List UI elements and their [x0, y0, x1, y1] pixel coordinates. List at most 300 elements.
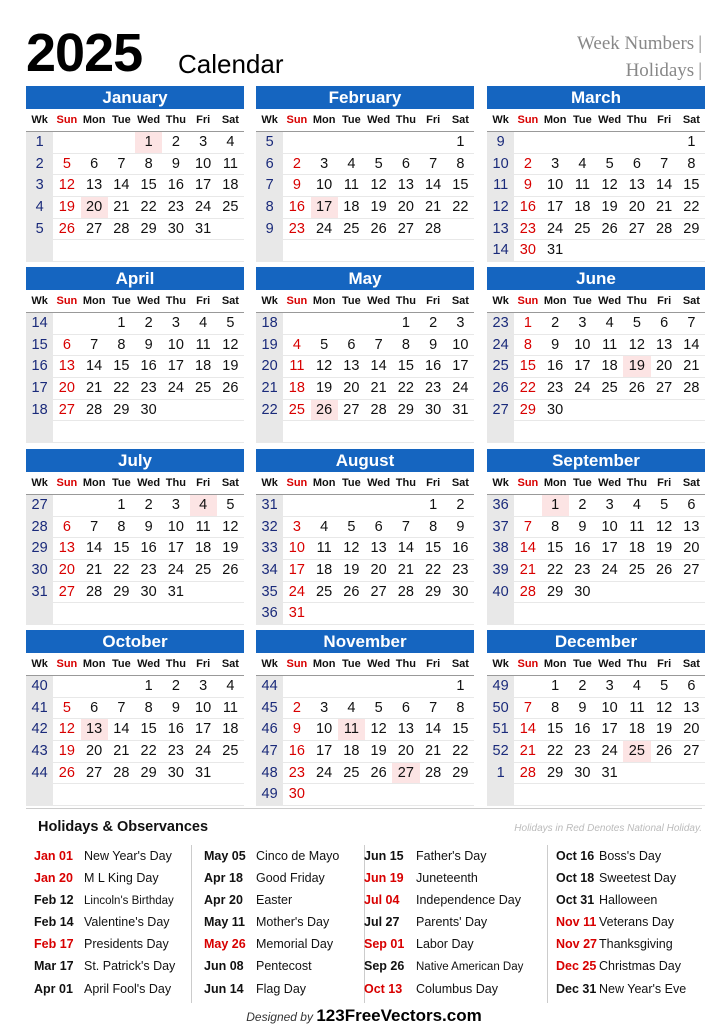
empty-cell: [311, 132, 338, 153]
empty-cell: [365, 676, 392, 697]
holiday-date: Feb 12: [34, 893, 74, 908]
empty-cell: [135, 240, 162, 261]
week-row: [487, 356, 705, 378]
holiday-date: Oct 16: [556, 849, 595, 863]
day-cell: 14: [425, 177, 442, 194]
day-cell: 3: [171, 497, 180, 513]
empty-cell: [678, 400, 705, 421]
weekday-label: Tue: [112, 658, 131, 670]
week-number: 20: [256, 356, 283, 377]
day-cell: 28: [519, 583, 536, 600]
day-cell: 19: [623, 356, 650, 377]
day-cell: 31: [195, 764, 212, 781]
week-row: [256, 313, 474, 335]
wk-label: Wk: [261, 295, 278, 307]
holiday-date: Dec 25: [556, 959, 597, 974]
day-cell: 6: [374, 518, 383, 535]
day-cell: 24: [574, 380, 591, 397]
week-row: [26, 356, 244, 378]
weekday-label: Sat: [451, 477, 469, 489]
week-number: 17: [26, 378, 53, 399]
month-3: [26, 267, 244, 443]
week-number: 42: [26, 719, 53, 740]
week-row: [256, 560, 474, 582]
day-cell: 11: [195, 518, 211, 535]
empty-cell: [311, 495, 338, 516]
empty-cell: [569, 603, 596, 624]
day-cell: 21: [370, 380, 387, 397]
day-cell: 11: [343, 177, 359, 194]
day-cell: 10: [195, 155, 212, 172]
day-cell: 21: [86, 380, 103, 397]
day-cell: 4: [292, 336, 301, 353]
empty-cell: [338, 313, 365, 334]
week-row: [26, 676, 244, 698]
empty-cell: [623, 240, 650, 261]
day-cell: 23: [167, 743, 184, 760]
week-number: 27: [487, 400, 514, 421]
site-link[interactable]: 123FreeVectors.com: [316, 1006, 482, 1025]
holiday-date: May 11: [204, 915, 246, 930]
day-cell: 22: [397, 380, 414, 397]
holiday-name: Halloween: [599, 893, 658, 908]
weekday-label: Tue: [573, 658, 592, 670]
empty-cell: [569, 400, 596, 421]
weekday-header: [487, 109, 705, 132]
day-cell: 8: [551, 699, 560, 716]
day-cell: 18: [288, 380, 305, 397]
weekday-label: Fri: [196, 658, 211, 670]
day-cell: 9: [171, 155, 180, 172]
day-cell: 17: [167, 358, 184, 375]
day-cell: 15: [113, 358, 130, 375]
day-cell: 4: [320, 518, 329, 535]
empty-cell: [217, 240, 244, 261]
day-cell: 23: [519, 220, 536, 237]
empty-cell: [217, 763, 244, 784]
empty-cell: [81, 132, 108, 153]
week-row: [487, 421, 705, 443]
holiday-item: [34, 845, 191, 867]
day-cell: 12: [370, 177, 387, 194]
day-cell: 10: [167, 518, 184, 535]
day-cell: 3: [199, 134, 208, 150]
empty-cell: [392, 784, 419, 805]
weekday-label: Thu: [165, 477, 186, 489]
week-number: 23: [487, 313, 514, 334]
empty-cell: [392, 676, 419, 697]
month-name: December: [487, 630, 705, 653]
week-number: 32: [256, 517, 283, 538]
holiday-item: [204, 911, 364, 933]
day-cell: 9: [144, 518, 153, 535]
day-cell: 27: [683, 743, 700, 760]
holiday-item: [556, 933, 702, 955]
empty-cell: [514, 495, 541, 516]
week-row: [256, 154, 474, 176]
holiday-name: April Fool's Day: [84, 981, 172, 996]
empty-cell: [53, 313, 80, 334]
week-row: [256, 676, 474, 698]
empty-cell: [678, 763, 705, 784]
day-cell: 10: [452, 336, 469, 353]
holidays-link[interactable]: Holidays: [625, 60, 695, 81]
day-cell: 20: [656, 358, 673, 375]
day-cell: 8: [456, 699, 465, 716]
weekday-label: Fri: [196, 477, 211, 489]
week-row: [487, 313, 705, 335]
weekday-header: [487, 290, 705, 313]
empty-cell: [447, 219, 474, 240]
week-number: 36: [487, 495, 514, 516]
holiday-name: Thanksgiving: [599, 937, 673, 952]
week-row: [487, 603, 705, 625]
week-number: 44: [26, 763, 53, 784]
day-cell: 16: [140, 540, 157, 557]
week-row: [26, 132, 244, 154]
week-row: [256, 784, 474, 806]
week-number: 38: [487, 538, 514, 559]
day-cell: 9: [523, 177, 532, 194]
empty-cell: [338, 676, 365, 697]
day-cell: 21: [113, 743, 130, 760]
week-number: 44: [256, 676, 283, 697]
wk-label: Wk: [31, 295, 48, 307]
month-name: September: [487, 449, 705, 472]
day-cell: 3: [605, 678, 614, 694]
empty-cell: [623, 603, 650, 624]
day-cell: 9: [456, 518, 465, 535]
day-cell: 17: [601, 540, 618, 557]
day-cell: 31: [601, 764, 618, 781]
holiday-date: Mar 17: [34, 959, 74, 974]
day-cell: 20: [628, 199, 645, 216]
day-cell: 15: [683, 177, 700, 194]
weekday-label: Sat: [682, 295, 700, 307]
week-number: 46: [256, 719, 283, 740]
empty-cell: [569, 784, 596, 805]
day-cell: 22: [140, 743, 157, 760]
empty-cell: [190, 582, 217, 603]
empty-cell: [81, 784, 108, 805]
day-cell: 12: [628, 336, 645, 353]
day-cell: 23: [574, 562, 591, 579]
empty-cell: [135, 421, 162, 442]
weekday-label: Tue: [342, 658, 361, 670]
day-cell: 16: [140, 358, 157, 375]
holiday-item: [34, 889, 191, 911]
day-cell: 6: [632, 155, 641, 172]
day-cell: 2: [578, 497, 587, 513]
separator: |: [698, 60, 702, 81]
week-row: [26, 741, 244, 763]
day-cell: 7: [117, 699, 126, 716]
empty-cell: [338, 495, 365, 516]
day-cell: 28: [86, 583, 103, 600]
holiday-date: Feb 14: [34, 915, 74, 930]
day-cell: 11: [289, 358, 305, 375]
weekday-label: Thu: [626, 658, 647, 670]
week-row: [487, 560, 705, 582]
empty-cell: [81, 603, 108, 624]
week-row: [256, 378, 474, 400]
holidays-section: [26, 808, 702, 1004]
day-cell: 23: [574, 743, 591, 760]
holiday-name: Pentecost: [256, 959, 312, 974]
week-row: [26, 603, 244, 625]
day-cell: 7: [523, 518, 532, 535]
day-cell: 30: [547, 401, 564, 418]
holiday-item: [34, 911, 191, 933]
day-cell: 11: [222, 155, 238, 172]
day-cell: 25: [316, 583, 333, 600]
day-cell: 14: [113, 177, 130, 194]
day-cell: 30: [425, 401, 442, 418]
day-cell: 1: [117, 497, 126, 513]
empty-cell: [623, 763, 650, 784]
weekday-label: Thu: [165, 658, 186, 670]
day-cell: 17: [195, 721, 212, 738]
day-cell: 5: [62, 155, 71, 172]
holiday-name: Easter: [256, 893, 293, 908]
empty-cell: [596, 400, 623, 421]
empty-cell: [678, 421, 705, 442]
day-cell: 24: [195, 199, 212, 216]
weekday-label: Fri: [426, 477, 441, 489]
day-cell: 5: [660, 497, 669, 513]
empty-cell: [420, 784, 447, 805]
empty-cell: [420, 603, 447, 624]
week-number: 37: [487, 517, 514, 538]
holiday-item: [34, 955, 191, 977]
holiday-item: [364, 978, 547, 1000]
empty-cell: [514, 784, 541, 805]
day-cell: 18: [222, 721, 239, 738]
week-row: [26, 335, 244, 357]
day-cell: 22: [140, 199, 157, 216]
day-cell: 28: [656, 220, 673, 237]
holiday-item: [204, 955, 364, 977]
day-cell: 10: [167, 336, 184, 353]
week-number: 13: [487, 219, 514, 240]
day-cell: 8: [687, 155, 696, 172]
holiday-item: [204, 867, 364, 889]
empty-cell: [311, 784, 338, 805]
empty-cell: [162, 603, 189, 624]
day-cell: 5: [660, 678, 669, 694]
day-cell: 5: [62, 699, 71, 716]
empty-cell: [338, 132, 365, 153]
week-row: [26, 175, 244, 197]
empty-cell: [53, 784, 80, 805]
month-8: [487, 449, 705, 625]
wk-label: Wk: [261, 658, 278, 670]
day-cell: 4: [226, 134, 235, 150]
holiday-date: Apr 20: [204, 893, 243, 908]
day-cell: 9: [171, 699, 180, 716]
holiday-item: [364, 911, 547, 933]
week-number: 22: [256, 400, 283, 421]
day-cell: 30: [519, 242, 536, 259]
day-cell: 24: [167, 380, 184, 397]
wk-label: Wk: [31, 658, 48, 670]
day-cell: 22: [452, 199, 469, 216]
day-cell: 12: [316, 358, 333, 375]
day-cell: 7: [90, 336, 99, 353]
day-cell: 24: [547, 220, 564, 237]
weekday-label: Sun: [286, 114, 308, 126]
week-row: [487, 154, 705, 176]
day-cell: 3: [551, 155, 560, 172]
day-cell: 20: [370, 562, 387, 579]
day-cell: 16: [425, 358, 442, 375]
day-cell: 21: [656, 199, 673, 216]
empty-cell: [217, 400, 244, 421]
day-cell: 3: [320, 699, 329, 716]
weekday-label: Sun: [56, 658, 78, 670]
week-row: [26, 154, 244, 176]
day-cell: 17: [195, 177, 212, 194]
weekday-label: Thu: [395, 114, 416, 126]
week-number: 51: [487, 719, 514, 740]
empty-cell: [651, 240, 678, 261]
weekday-label: Sat: [221, 658, 239, 670]
holiday-item: [556, 955, 702, 977]
empty-cell: [365, 495, 392, 516]
day-cell: 26: [343, 583, 360, 600]
day-cell: 19: [343, 562, 360, 579]
empty-cell: [447, 421, 474, 442]
empty-cell: [651, 132, 678, 153]
day-cell: 21: [519, 743, 536, 760]
week-numbers-link[interactable]: Week Numbers: [577, 33, 695, 54]
day-cell: 22: [683, 199, 700, 216]
weekday-label: Sun: [286, 295, 308, 307]
weekday-label: Fri: [426, 114, 441, 126]
day-cell: 28: [86, 401, 103, 418]
day-cell: 25: [288, 401, 305, 418]
week-number: [487, 421, 514, 442]
day-cell: 8: [144, 699, 153, 716]
week-number: 28: [26, 517, 53, 538]
day-cell: 30: [452, 583, 469, 600]
empty-cell: [392, 495, 419, 516]
weekday-label: Fri: [196, 114, 211, 126]
week-row: [487, 335, 705, 357]
day-cell: 1: [551, 678, 560, 694]
empty-cell: [217, 582, 244, 603]
week-number: 6: [256, 154, 283, 175]
empty-cell: [108, 676, 135, 697]
day-cell: 14: [656, 177, 673, 194]
empty-cell: [53, 495, 80, 516]
day-cell: 13: [397, 177, 414, 194]
month-name: February: [256, 86, 474, 109]
empty-cell: [162, 400, 189, 421]
day-cell: 22: [452, 743, 469, 760]
week-number: 26: [487, 378, 514, 399]
holiday-item: [364, 933, 547, 955]
week-number: [256, 421, 283, 442]
day-cell: 12: [58, 177, 75, 194]
weekday-label: Mon: [312, 658, 336, 670]
day-cell: 28: [397, 583, 414, 600]
day-cell: 5: [605, 155, 614, 172]
holiday-name: Juneteenth: [416, 871, 478, 886]
wk-label: Wk: [492, 477, 509, 489]
day-cell: 13: [58, 358, 75, 375]
wk-label: Wk: [492, 114, 509, 126]
day-cell: 27: [370, 583, 387, 600]
empty-cell: [217, 421, 244, 442]
day-cell: 27: [683, 562, 700, 579]
empty-cell: [365, 313, 392, 334]
day-cell: 1: [144, 678, 153, 694]
week-number: 14: [487, 240, 514, 261]
week-row: [26, 763, 244, 785]
week-row: [256, 698, 474, 720]
empty-cell: [596, 240, 623, 261]
empty-cell: [53, 240, 80, 261]
holiday-name: Boss's Day: [599, 849, 662, 863]
empty-cell: [678, 784, 705, 805]
holiday-item: [556, 911, 702, 933]
week-row: [256, 400, 474, 422]
day-cell: 11: [629, 699, 645, 716]
holiday-name: Memorial Day: [256, 937, 334, 952]
day-cell: 21: [425, 743, 442, 760]
empty-cell: [190, 603, 217, 624]
holiday-item: [204, 889, 364, 911]
empty-cell: [338, 603, 365, 624]
week-number: 24: [487, 335, 514, 356]
weekday-label: Mon: [312, 477, 336, 489]
day-cell: 2: [144, 497, 153, 513]
week-number: 30: [26, 560, 53, 581]
empty-cell: [623, 421, 650, 442]
separator: |: [698, 33, 702, 54]
day-cell: 16: [452, 540, 469, 557]
day-cell: 20: [397, 743, 414, 760]
week-row: [487, 400, 705, 422]
empty-cell: [108, 421, 135, 442]
holiday-date: Oct 13: [364, 981, 403, 996]
footer: [0, 1006, 728, 1026]
week-number: 27: [26, 495, 53, 516]
weekday-label: Tue: [342, 114, 361, 126]
day-cell: 29: [683, 220, 700, 237]
day-cell: 12: [656, 518, 673, 535]
week-number: 5: [256, 132, 283, 153]
empty-cell: [365, 603, 392, 624]
day-cell: 22: [425, 562, 442, 579]
day-cell: 19: [222, 358, 239, 375]
month-7: [256, 449, 474, 625]
day-cell: 12: [58, 721, 75, 738]
calendar-title: Calendar: [178, 49, 284, 79]
empty-cell: [569, 132, 596, 153]
month-name: October: [26, 630, 244, 653]
weekday-label: Sun: [286, 477, 308, 489]
empty-cell: [162, 240, 189, 261]
day-cell: 15: [113, 540, 130, 557]
day-cell: 11: [338, 719, 365, 740]
weekday-label: Thu: [395, 658, 416, 670]
weekday-label: Fri: [426, 658, 441, 670]
month-11: [487, 630, 705, 806]
weekday-label: Sat: [451, 114, 469, 126]
day-cell: 7: [117, 155, 126, 172]
